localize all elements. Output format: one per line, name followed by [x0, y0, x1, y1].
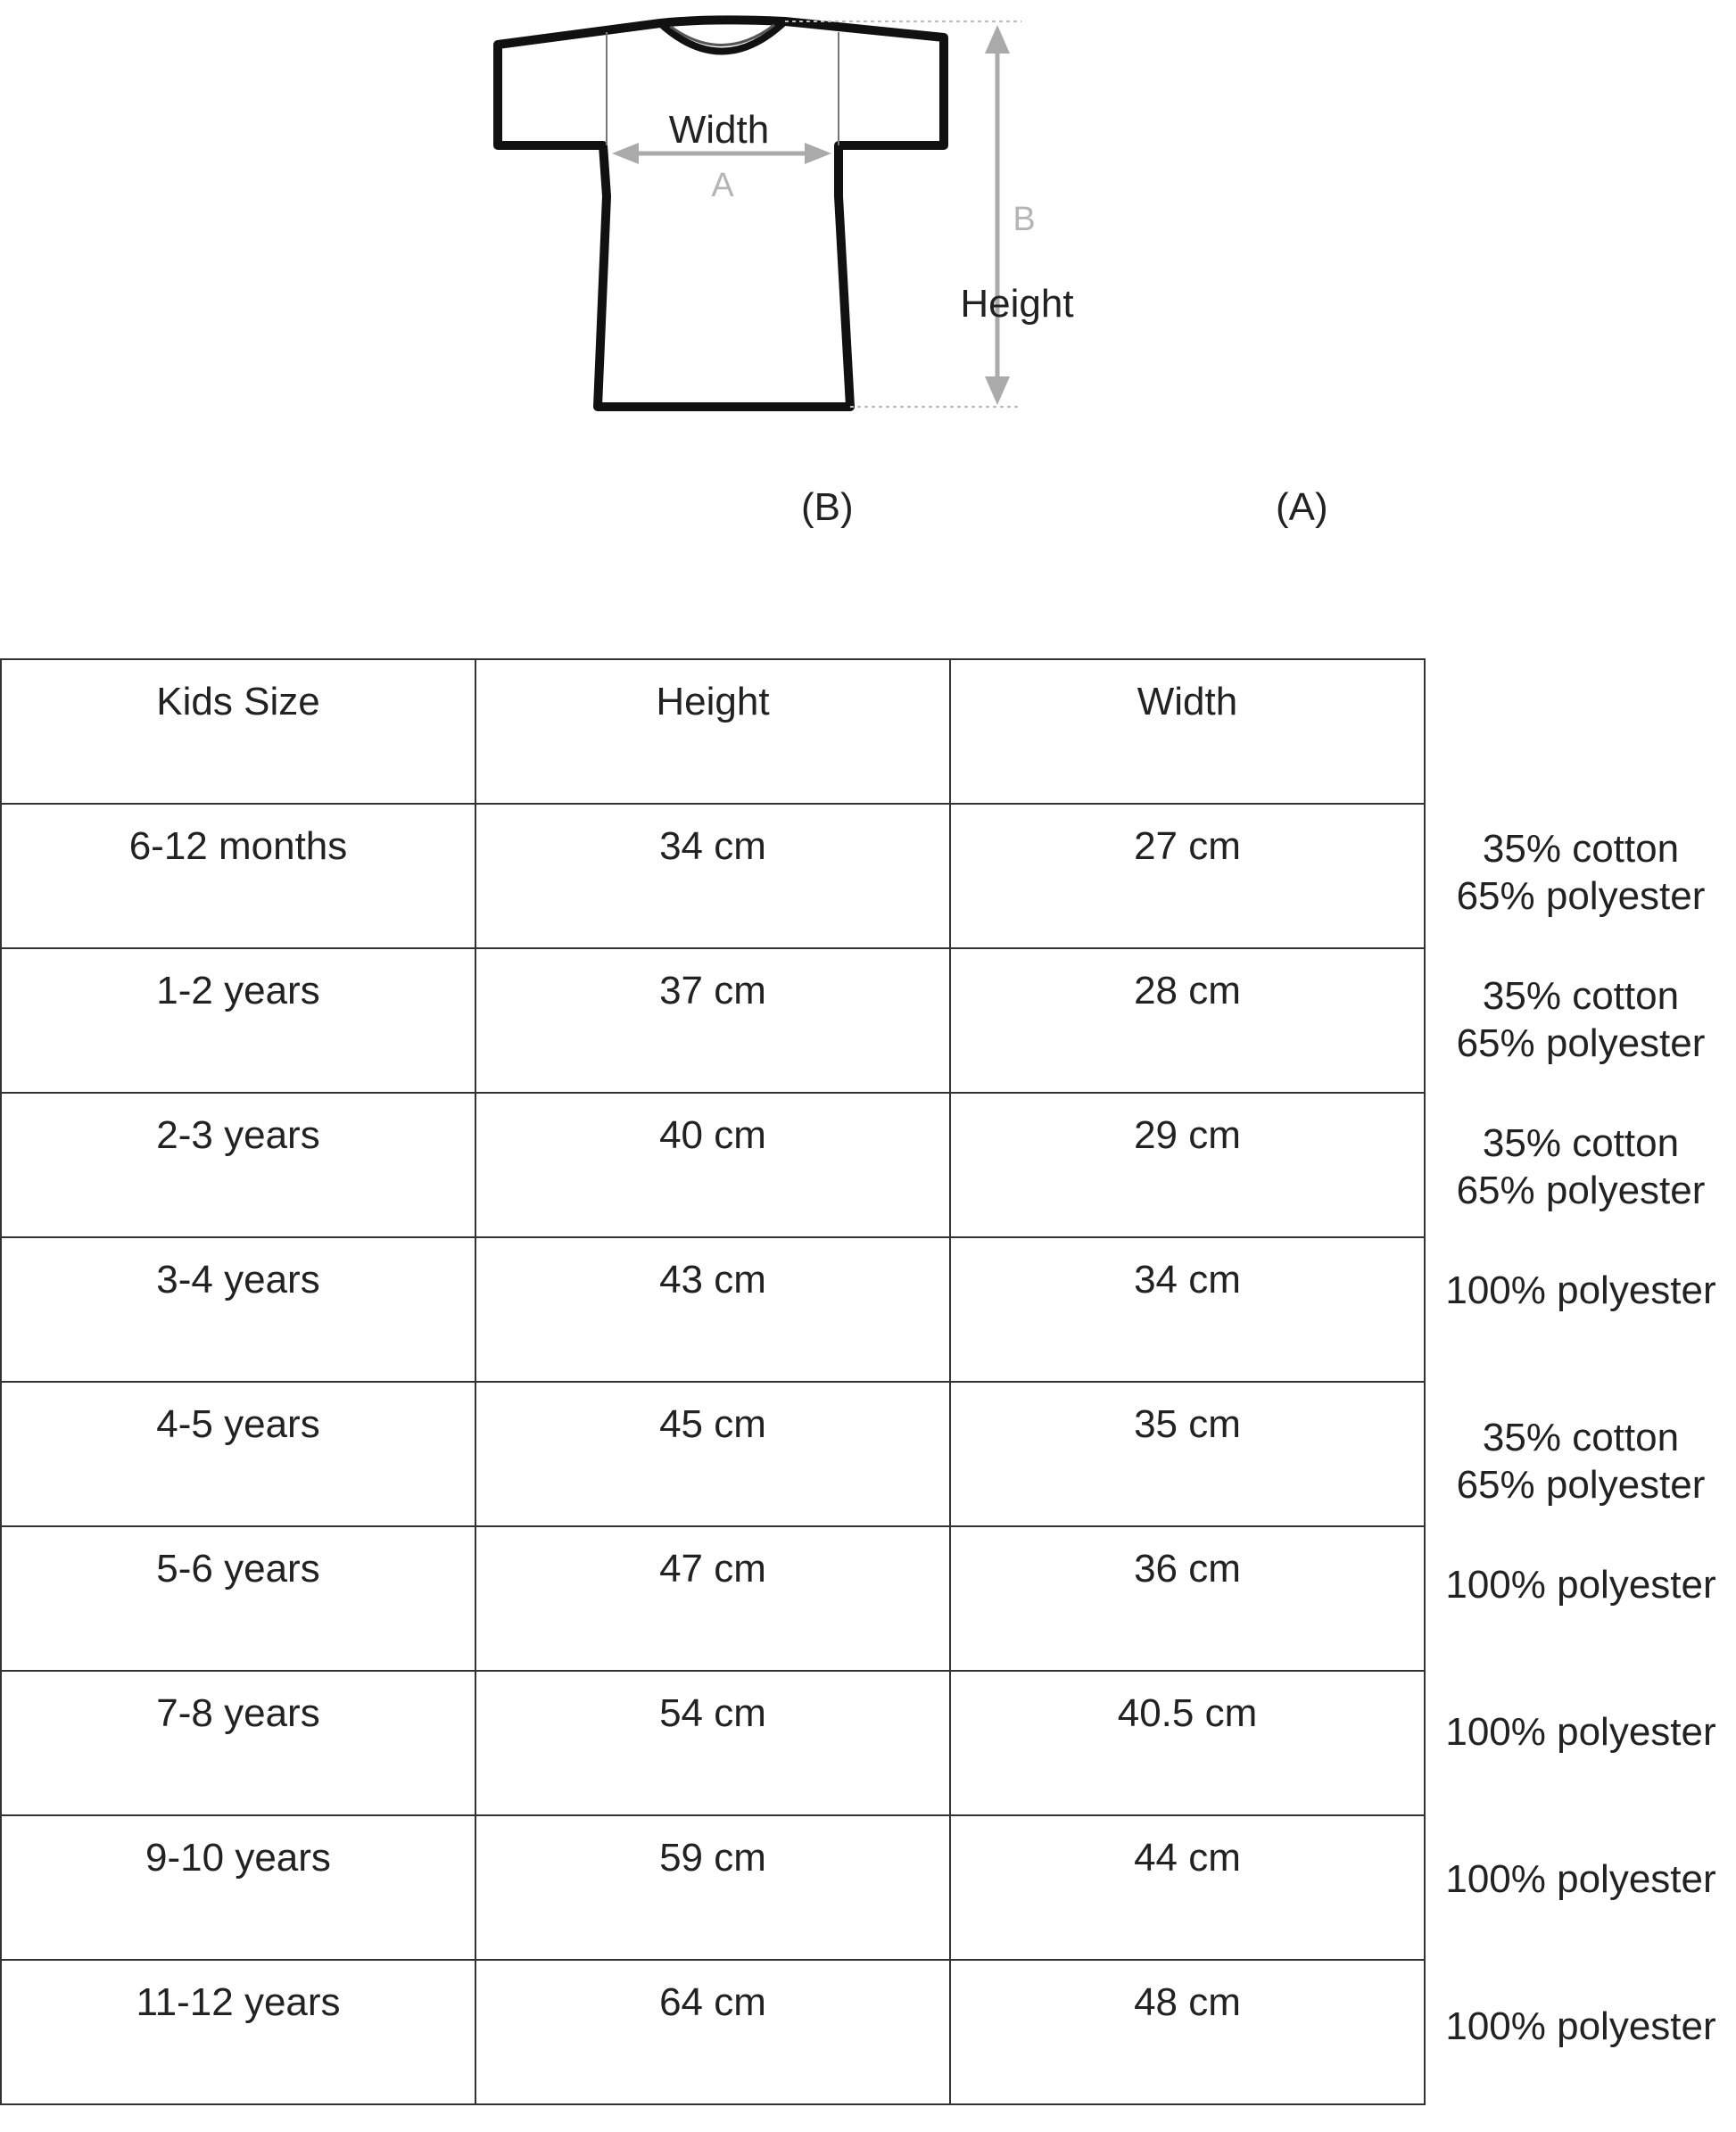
size-table [0, 658, 1426, 2105]
size-cell: 1-2 years [1, 948, 475, 1093]
height-cell: 64 cm [475, 1960, 950, 2104]
header-width: Width [950, 659, 1425, 804]
height-cell: 43 cm [475, 1237, 950, 1382]
size-table-body [1, 659, 1425, 2104]
header-kids-size: Kids Size [1, 659, 475, 804]
width-cell: 34 cm [950, 1237, 1425, 1382]
width-cell: 44 cm [950, 1815, 1425, 1960]
material-label: 35% cotton 65% polyester [1456, 1416, 1706, 1507]
width-cell: 27 cm [950, 804, 1425, 948]
material-label: 100% polyester [1445, 2004, 1716, 2048]
size-cell: 7-8 years [1, 1671, 475, 1815]
height-arrow [985, 25, 1010, 405]
size-cell: 11-12 years [1, 1960, 475, 2104]
caption-a: (A) [1276, 485, 1328, 529]
table-header-row [1, 659, 1425, 804]
size-cell: 5-6 years [1, 1526, 475, 1671]
width-cell: 29 cm [950, 1093, 1425, 1237]
width-cell: 48 cm [950, 1960, 1425, 2104]
material-label: 100% polyester [1445, 1268, 1716, 1312]
table-row [1, 804, 1425, 948]
size-cell: 2-3 years [1, 1093, 475, 1237]
size-cell: 9-10 years [1, 1815, 475, 1960]
table-row [1, 1671, 1425, 1815]
height-letter: B [1013, 201, 1036, 238]
material-label: 35% cotton 65% polyester [1456, 827, 1706, 918]
table-row [1, 1237, 1425, 1382]
height-cell: 54 cm [475, 1671, 950, 1815]
material-label: 100% polyester [1445, 1710, 1716, 1754]
header-height: Height [475, 659, 950, 804]
size-cell: 4-5 years [1, 1382, 475, 1526]
material-label: 35% cotton 65% polyester [1456, 1121, 1706, 1212]
table-row [1, 1526, 1425, 1671]
size-cell: 3-4 years [1, 1237, 475, 1382]
height-label: Height [960, 282, 1074, 326]
width-letter: A [711, 167, 734, 204]
width-cell: 28 cm [950, 948, 1425, 1093]
height-cell: 59 cm [475, 1815, 950, 1960]
width-cell: 40.5 cm [950, 1671, 1425, 1815]
width-label: Width [668, 108, 770, 152]
height-cell: 40 cm [475, 1093, 950, 1237]
table-row [1, 948, 1425, 1093]
table-row [1, 1093, 1425, 1237]
table-row [1, 1382, 1425, 1526]
caption-b: (B) [801, 485, 854, 529]
table-row [1, 1960, 1425, 2104]
size-cell: 6-12 months [1, 804, 475, 948]
table-row [1, 1815, 1425, 1960]
width-cell: 35 cm [950, 1382, 1425, 1526]
height-cell: 34 cm [475, 804, 950, 948]
material-label: 100% polyester [1445, 1563, 1716, 1607]
tshirt-outline [498, 20, 944, 407]
height-cell: 45 cm [475, 1382, 950, 1526]
width-cell: 36 cm [950, 1526, 1425, 1671]
height-cell: 37 cm [475, 948, 950, 1093]
material-label: 100% polyester [1445, 1857, 1716, 1901]
material-label: 35% cotton 65% polyester [1456, 974, 1706, 1065]
height-cell: 47 cm [475, 1526, 950, 1671]
tshirt-measurement-diagram [0, 0, 1736, 607]
